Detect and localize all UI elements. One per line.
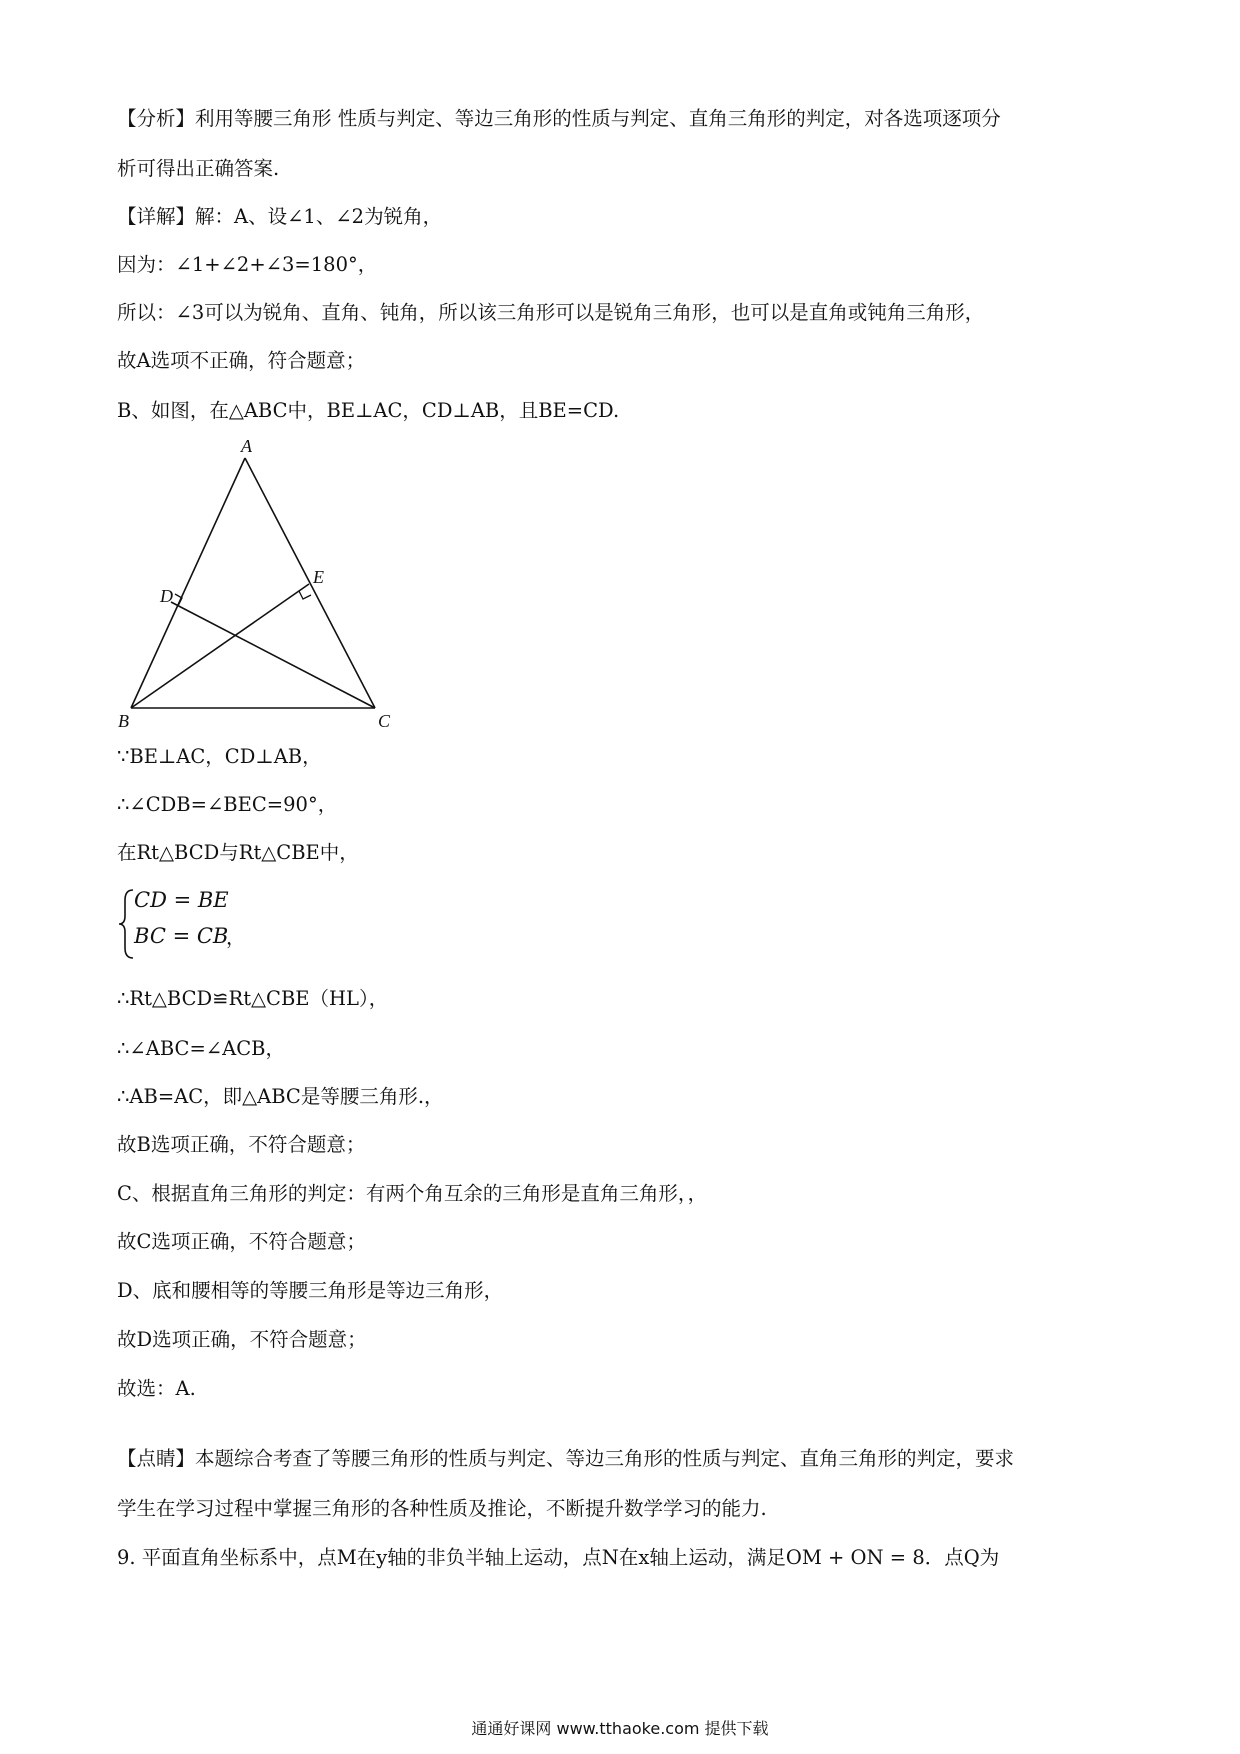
- d-conclusion-line: 故D选项正确，不符合题意；: [117, 1328, 367, 1351]
- detail-line-3: 所以：∠3可以为锐角、直角、钝角，所以该三角形可以是锐角三角形，也可以是直角或钝角三角形，: [117, 301, 985, 324]
- right-angle-mark-e: [299, 591, 311, 599]
- in-triangles-line: 在Rt△BCD与Rt△CBE中，: [117, 841, 359, 864]
- c-conclusion-line: 故C选项正确，不符合题意；: [117, 1230, 366, 1253]
- segment-be: [131, 584, 309, 708]
- triangle-diagram: [116, 436, 398, 732]
- angles-equal-line: ∴∠ABC=∠ACB，: [117, 1037, 285, 1060]
- since-line: ∵BE⊥AC，CD⊥AB，: [117, 745, 322, 768]
- comment-line-1: 【点睛】本题综合考查了等腰三角形的性质与判定、等边三角形的性质与判定、直角三角形的判定，要求: [117, 1447, 1015, 1470]
- d-statement-line: D、底和腰相等的等腰三角形是等边三角形，: [117, 1279, 504, 1302]
- triangle-figure: [116, 436, 398, 732]
- detail-line-4: 故A选项不正确，符合题意；: [117, 349, 366, 372]
- comment-line-2: 学生在学习过程中掌握三角形的各种性质及推论，不断提升数学学习的能力.: [117, 1497, 767, 1520]
- question-9-line: 9. 平面直角坐标系中，点M在y轴的非负半轴上运动，点N在x轴上运动，满足OM + ON = 8．点Q为: [117, 1546, 1000, 1569]
- side-ab: [131, 458, 245, 708]
- congruent-line: ∴Rt△BCD≌Rt△CBE（HL），: [117, 987, 389, 1010]
- therefore-line: ∴∠CDB=∠BEC=90°，: [117, 793, 338, 816]
- answer-line: 故选：A.: [117, 1377, 196, 1400]
- detail-line-2: 因为：∠1+∠2+∠3=180°，: [117, 253, 378, 276]
- system-row-2: BC = CB: [134, 924, 229, 948]
- isosceles-line: ∴AB=AC，即△ABC是等腰三角形.，: [117, 1085, 444, 1108]
- b-conclusion-line: 故B选项正确，不符合题意；: [117, 1133, 366, 1156]
- label-c: C: [378, 711, 391, 731]
- detail-line-5: B、如图，在△ABC中，BE⊥AC，CD⊥AB，且BE=CD.: [117, 399, 620, 422]
- analysis-line-2: 析可得出正确答案.: [117, 157, 280, 180]
- segment-cd: [171, 602, 375, 708]
- label-e: E: [313, 567, 324, 587]
- page-footer: 通通好课网 www.tthaoke.com 提供下载: [471, 1719, 769, 1738]
- label-d: D: [160, 586, 173, 606]
- detail-line-1: 【详解】解：A、设∠1、∠2为锐角，: [117, 205, 443, 228]
- label-a: A: [241, 436, 252, 456]
- analysis-line-1: 【分析】利用等腰三角形 性质与判定、等边三角形的性质与判定、直角三角形的判定，对各选项逐项分: [117, 107, 1001, 130]
- label-b: B: [118, 711, 129, 731]
- c-statement-line: C、根据直角三角形的判定：有两个角互余的三角形是直角三角形，，: [117, 1182, 708, 1205]
- side-ac: [245, 458, 375, 708]
- system-comma: ，: [226, 926, 246, 949]
- system-row-1: CD = BE: [134, 888, 229, 912]
